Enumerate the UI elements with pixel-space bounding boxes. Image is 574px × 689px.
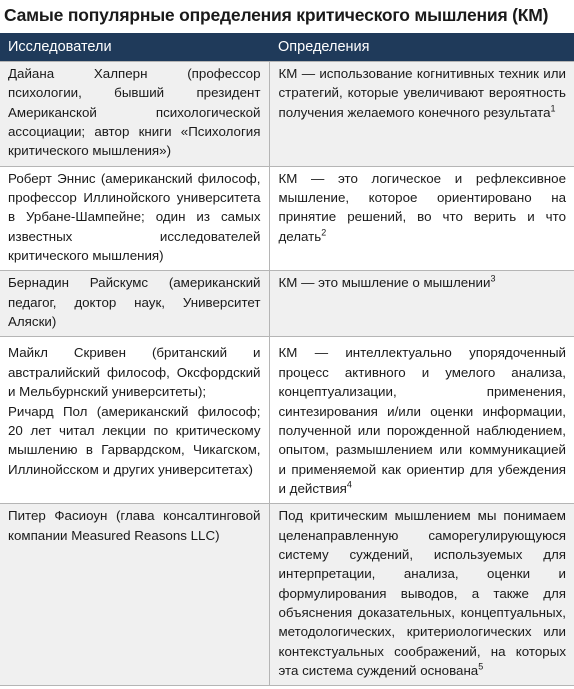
table-row xyxy=(0,166,574,271)
researcher-cell xyxy=(0,271,269,337)
researcher-text: Ричард Пол (американский философ; 20 лет читал лекции по критическому мышлению в Гарвардском, Чикагском, Иллинойсском и других университетах) xyxy=(8,403,261,477)
researcher-text: Майкл Скривен (британский и австралийский философ, Оксфордский и Мельбурнский университеты); xyxy=(8,345,261,400)
footnote-ref[interactable]: 5 xyxy=(478,661,484,672)
definition-text: КМ — это мышление о мышлении xyxy=(278,275,491,291)
definition-text: КМ — использование когнитивных техник или стратегий, которые увеличивают вероятность получения желаемого конечного результата xyxy=(278,66,566,120)
footnote-ref[interactable]: 4 xyxy=(346,479,352,490)
definition-cell xyxy=(269,62,574,167)
table-header-row xyxy=(0,33,574,62)
table-row xyxy=(0,504,574,686)
table-row xyxy=(0,271,574,337)
definition-text: Под критическим мышлением мы понимаем целенаправленную саморегулирующуюся систему суждений, используемых для интерпретации, анализа, оценки и формулирования выводов, а также для объяснения доказательных, концептуальных, методологических, критериологических или контекстуальных соображений, на которых эта система суждений основана xyxy=(278,508,566,678)
definitions-table xyxy=(0,33,574,686)
page-title: Самые популярные определения критического мышления (КМ) xyxy=(4,5,549,25)
table-row xyxy=(0,62,574,167)
definition-text: КМ — это логическое и рефлексивное мышление, которое ориентировано на принятие решений, во что верить и что делать xyxy=(278,170,566,244)
footnote-ref[interactable]: 3 xyxy=(490,274,496,284)
researcher-text: Бернадин Райскумс (американский педагог, доктор наук, Университет Аляски) xyxy=(8,275,261,330)
footnote-ref[interactable]: 2 xyxy=(321,227,327,238)
researcher-cell xyxy=(0,504,269,686)
researcher-text: Роберт Эннис (американский философ, профессор Иллинойского университета в Урбане-Шампейне; один из самых известных исследователей критического мышления) xyxy=(8,170,261,264)
table-row xyxy=(0,337,574,504)
definition-cell xyxy=(269,337,574,504)
definition-cell xyxy=(269,166,574,271)
researcher-cell xyxy=(0,62,269,167)
definition-cell xyxy=(269,504,574,686)
researcher-text: Дайана Халперн (профессор психологии, бывший президент Американской психологической ассоциации; автор книги «Психология критического мышления») xyxy=(8,66,261,159)
researcher-text: Питер Фасиоун (глава консалтинговой компании Measured Reasons LLC) xyxy=(8,508,261,543)
researcher-cell xyxy=(0,166,269,271)
definition-cell xyxy=(269,271,574,337)
definition-text: КМ — интеллектуально упорядоченный процесс активного и умелого анализа, концептуализации, применения, синтезирования и/или оценки информации, полученной или порожденной наблюдением, опытом, размышлением или коммуникацией и применяемой как ориентир для убеждения и действия xyxy=(278,345,566,496)
footnote-ref[interactable]: 1 xyxy=(550,103,556,114)
column-header-researchers: Исследователи xyxy=(0,33,269,62)
researcher-cell xyxy=(0,337,269,504)
column-header-definitions: Определения xyxy=(269,33,574,62)
